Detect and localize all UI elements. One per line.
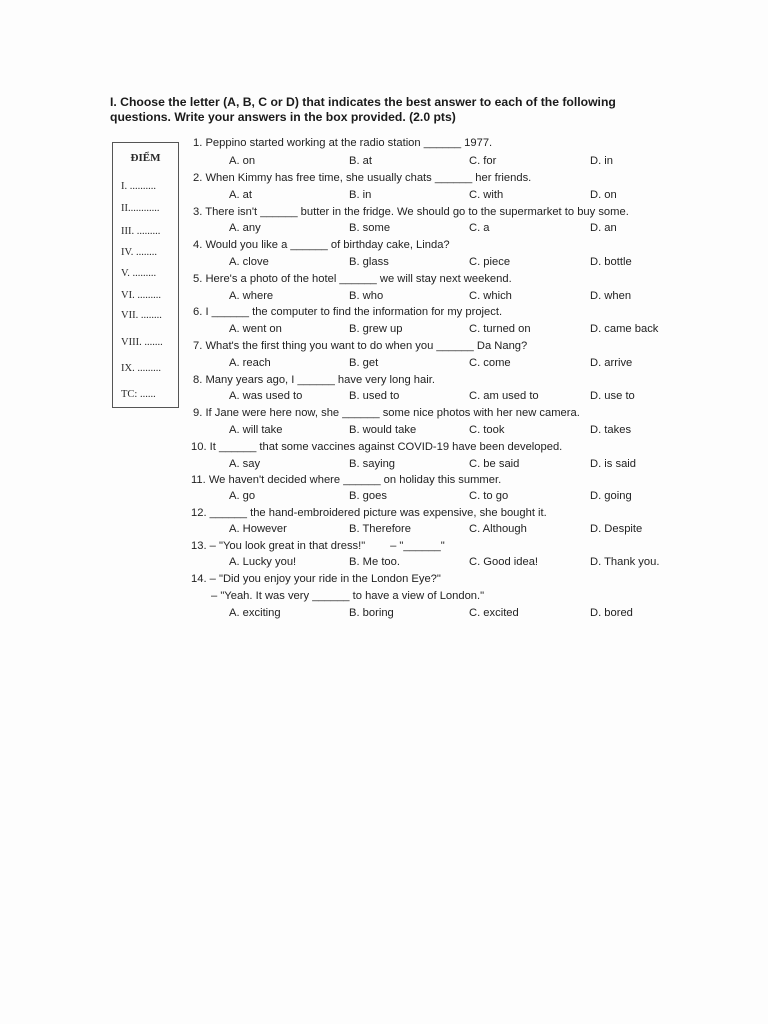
- option-b: B. would take: [349, 424, 417, 436]
- option-c: C. for: [469, 155, 497, 167]
- option-c: C. to go: [469, 490, 509, 502]
- option-c: C. am used to: [469, 390, 539, 402]
- score-row-9: IX. .........: [121, 363, 161, 374]
- option-c: C. took: [469, 424, 505, 436]
- score-row-1: I. ..........: [121, 181, 156, 192]
- option-d: D. takes: [590, 424, 632, 436]
- option-a: A. was used to: [229, 390, 303, 402]
- score-row-2: II............: [121, 203, 160, 214]
- option-d: D. bored: [590, 607, 633, 619]
- option-b: B. Therefore: [349, 523, 411, 535]
- question-stem: 13. – "You look great in that dress!" – "______": [191, 540, 445, 552]
- score-box-heading: ĐIỂM: [130, 152, 161, 164]
- option-a: A. on: [229, 155, 256, 167]
- question-stem: 7. What's the first thing you want to do when you ______ Da Nang?: [193, 340, 528, 352]
- option-a: A. go: [229, 490, 256, 502]
- option-d: D. arrive: [590, 357, 633, 369]
- question-stem: 9. If Jane were here now, she ______ some nice photos with her new camera.: [193, 407, 580, 419]
- option-c: C. excited: [469, 607, 519, 619]
- option-b: B. some: [349, 222, 391, 234]
- score-row-5: V. .........: [121, 268, 157, 279]
- score-row-6: VI. .........: [121, 290, 161, 301]
- score-row-total: TC: ......: [121, 389, 156, 400]
- option-b: B. saying: [349, 458, 396, 470]
- question-stem: 8. Many years ago, I ______ have very long hair.: [193, 374, 435, 386]
- option-b: B. Me too.: [349, 556, 400, 568]
- score-row-7: VII. ........: [121, 310, 162, 321]
- question-stem: 1. Peppino started working at the radio station ______ 1977.: [193, 137, 493, 149]
- score-row-8: VIII. .......: [121, 337, 163, 348]
- score-row-4: IV. ........: [121, 247, 157, 258]
- option-a: A. say: [229, 458, 261, 470]
- option-b: B. used to: [349, 390, 400, 402]
- option-b: B. grew up: [349, 323, 403, 335]
- option-d: D. on: [590, 189, 617, 201]
- option-b: B. glass: [349, 256, 389, 268]
- option-c: C. Although: [469, 523, 527, 535]
- option-c: C. come: [469, 357, 511, 369]
- option-a: A. where: [229, 290, 274, 302]
- question-stem: 12. ______ the hand-embroidered picture was expensive, she bought it.: [191, 507, 547, 519]
- option-d: D. use to: [590, 390, 635, 402]
- question-stem: 3. There isn't ______ butter in the fridge. We should go to the supermarket to buy some.: [193, 206, 629, 218]
- option-a: A. at: [229, 189, 253, 201]
- question-stem: 4. Would you like a ______ of birthday cake, Linda?: [193, 239, 450, 251]
- section-instruction: [110, 95, 670, 125]
- question-stem-reply: – "Yeah. It was very ______ to have a view of London.": [211, 590, 485, 602]
- option-b: B. goes: [349, 490, 387, 502]
- score-row-3: III. .........: [121, 226, 161, 237]
- option-d: D. Thank you.: [590, 556, 660, 568]
- option-a: A. reach: [229, 357, 271, 369]
- question-stem: 5. Here's a photo of the hotel ______ we will stay next weekend.: [193, 273, 512, 285]
- option-c: C. be said: [469, 458, 520, 470]
- option-b: B. in: [349, 189, 372, 201]
- option-c: C. piece: [469, 256, 511, 268]
- option-d: D. going: [590, 490, 632, 502]
- option-a: A. went on: [229, 323, 282, 335]
- question-stem: 10. It ______ that some vaccines against COVID-19 have been developed.: [191, 441, 563, 453]
- score-box: [112, 142, 179, 408]
- option-d: D. bottle: [590, 256, 632, 268]
- option-d: D. an: [590, 222, 617, 234]
- question-stem: 11. We haven't decided where ______ on holiday this summer.: [191, 474, 502, 486]
- option-b: B. at: [349, 155, 373, 167]
- option-a: A. However: [229, 523, 287, 535]
- option-a: A. clove: [229, 256, 269, 268]
- question-stem: 2. When Kimmy has free time, she usually chats ______ her friends.: [193, 172, 532, 184]
- option-d: D. came back: [590, 323, 659, 335]
- option-a: A. Lucky you!: [229, 556, 297, 568]
- instruction-line-1: I. Choose the letter (A, B, C or D) that indicates the best answer to each of the following: [110, 95, 616, 109]
- option-b: B. who: [349, 290, 384, 302]
- option-c: C. which: [469, 290, 512, 302]
- option-a: A. exciting: [229, 607, 281, 619]
- option-d: D. in: [590, 155, 614, 167]
- option-b: B. get: [349, 357, 379, 369]
- option-d: D. when: [590, 290, 632, 302]
- option-c: C. a: [469, 222, 490, 234]
- question-stem: 14. – "Did you enjoy your ride in the London Eye?": [191, 573, 441, 585]
- option-d: D. is said: [590, 458, 637, 470]
- instruction-line-2: questions. Write your answers in the box provided. (2.0 pts): [110, 110, 456, 124]
- option-a: A. any: [229, 222, 261, 234]
- option-c: C. Good idea!: [469, 556, 539, 568]
- question-stem: 6. I ______ the computer to find the information for my project.: [193, 306, 503, 318]
- option-a: A. will take: [229, 424, 283, 436]
- option-b: B. boring: [349, 607, 394, 619]
- option-c: C. with: [469, 189, 504, 201]
- option-c: C. turned on: [469, 323, 531, 335]
- option-d: D. Despite: [590, 523, 643, 535]
